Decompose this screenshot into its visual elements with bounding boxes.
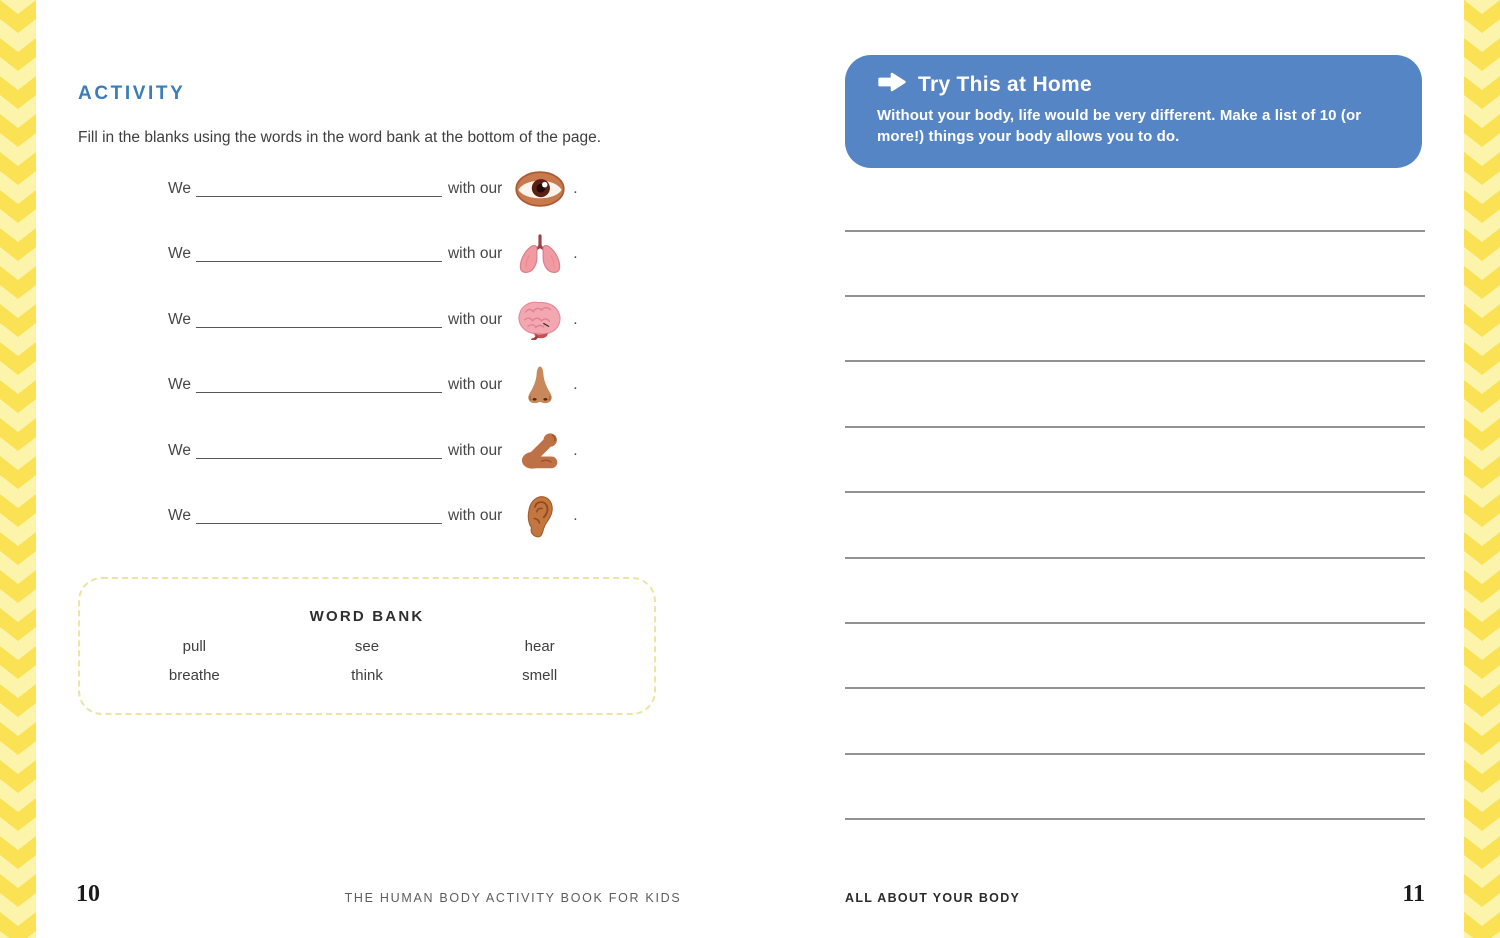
word-bank-word: hear <box>524 638 555 655</box>
blank-line <box>196 377 442 393</box>
eye-icon <box>513 170 567 208</box>
blank-line <box>196 246 442 262</box>
word-bank-word: think <box>351 667 383 684</box>
fill-in-row <box>168 297 588 343</box>
callout-header <box>877 71 1092 98</box>
row-suffix: with our <box>447 442 503 459</box>
lungs-icon <box>513 233 567 275</box>
row-period: . <box>573 180 578 197</box>
activity-heading: ACTIVITY <box>78 82 186 104</box>
word-bank-title: WORD BANK <box>309 608 425 625</box>
blank-line <box>196 508 442 524</box>
arrow-right-icon <box>877 71 907 98</box>
blank-line <box>196 312 442 328</box>
page-number-left: 10 <box>76 881 100 907</box>
row-period: . <box>573 245 578 262</box>
word-bank-word: see <box>354 638 380 655</box>
row-period: . <box>573 311 578 328</box>
word-bank-word: smell <box>522 667 558 684</box>
ruled-line <box>845 230 1425 232</box>
word-bank-word: breathe <box>168 667 220 684</box>
flexed-bicep-icon <box>513 431 567 471</box>
row-period: . <box>573 376 578 393</box>
row-prefix: We <box>168 311 191 328</box>
row-prefix: We <box>168 507 191 524</box>
row-period: . <box>573 507 578 524</box>
row-suffix: with our <box>447 507 503 524</box>
running-title-right: ALL ABOUT YOUR BODY <box>845 891 1021 905</box>
chevron-border-left <box>0 0 36 938</box>
fill-in-row <box>168 231 588 277</box>
word-bank-word: pull <box>182 638 206 655</box>
ruled-line <box>845 426 1425 428</box>
ruled-line <box>845 687 1425 689</box>
ruled-line <box>845 491 1425 493</box>
ruled-line <box>845 753 1425 755</box>
row-suffix: with our <box>447 311 503 328</box>
ruled-line <box>845 557 1425 559</box>
fill-in-row <box>168 428 588 474</box>
ruled-line <box>845 622 1425 624</box>
row-suffix: with our <box>447 376 503 393</box>
ruled-line <box>845 295 1425 297</box>
blank-line <box>196 181 442 197</box>
try-this-at-home-callout <box>845 55 1422 168</box>
row-suffix: with our <box>447 245 503 262</box>
fill-in-row <box>168 493 588 539</box>
fill-in-row <box>168 166 588 212</box>
brain-icon <box>513 300 567 340</box>
activity-instruction: Fill in the blanks using the words in the word bank at the bottom of the page. <box>78 128 602 146</box>
ear-icon <box>513 493 567 539</box>
word-bank-words <box>80 638 654 684</box>
callout-title: Try This at Home <box>918 72 1093 96</box>
word-bank-box <box>78 577 656 715</box>
row-prefix: We <box>168 180 191 197</box>
callout-body: Without your body, life would be very different. Make a list of 10 (or more!) things your body allows you to do. <box>877 107 1362 145</box>
row-prefix: We <box>168 376 191 393</box>
running-title-left: THE HUMAN BODY ACTIVITY BOOK FOR KIDS <box>344 891 682 905</box>
nose-icon <box>513 363 567 407</box>
row-suffix: with our <box>447 180 503 197</box>
ruled-line <box>845 360 1425 362</box>
blank-line <box>196 443 442 459</box>
row-prefix: We <box>168 245 191 262</box>
chevron-border-right <box>1464 0 1500 938</box>
ruled-line <box>845 818 1425 820</box>
row-period: . <box>573 442 578 459</box>
fill-in-row <box>168 362 588 408</box>
row-prefix: We <box>168 442 191 459</box>
page-number-right: 11 <box>1402 881 1425 907</box>
